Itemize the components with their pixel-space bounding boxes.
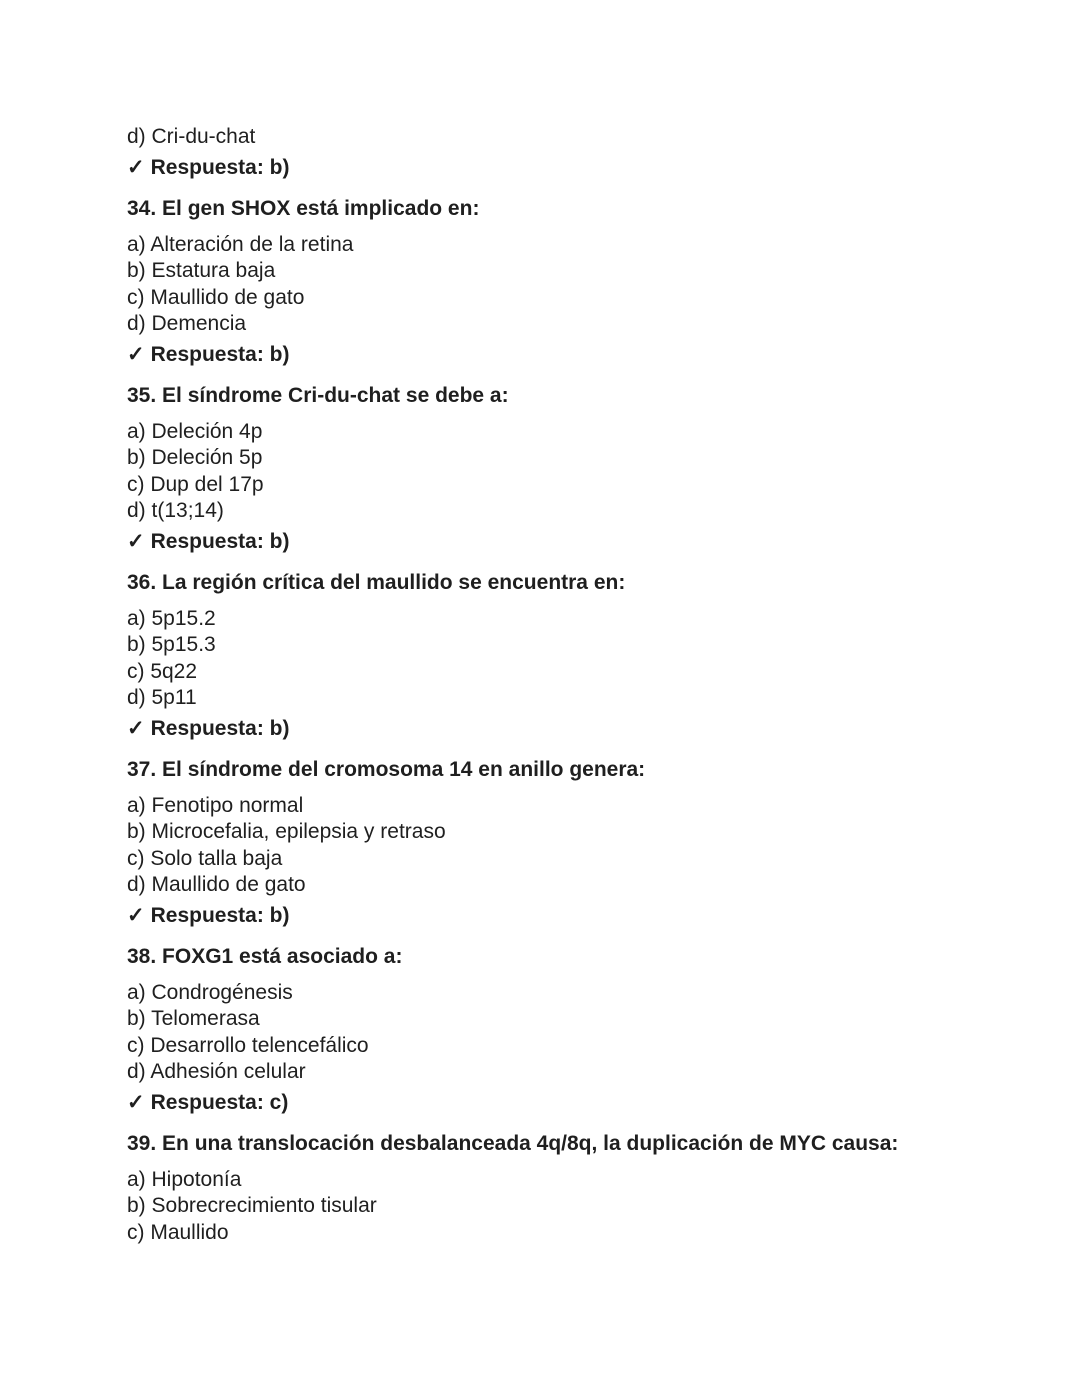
option-line: b) Deleción 5p (127, 446, 263, 469)
option-line: c) Dup del 17p (127, 472, 264, 496)
answer-text: Respuesta: b) (150, 529, 290, 553)
option-line: b) Sobrecrecimiento tisular (127, 1194, 377, 1217)
option-line: a) Condrogénesis (127, 980, 293, 1004)
question-heading: 37. El síndrome del cromosoma 14 en anillo genera: (127, 757, 646, 781)
option-line: c) Desarrollo telencefálico (127, 1033, 369, 1057)
option-line: a) Alteración de la retina (127, 232, 354, 256)
question-heading: 34. El gen SHOX está implicado en: (127, 196, 480, 220)
option-line: b) Estatura baja (127, 259, 276, 282)
answer-text: Respuesta: b) (150, 155, 290, 179)
option-line: c) Solo talla baja (127, 846, 283, 870)
question-heading: 39. En una translocación desbalanceada 4q/8q, la duplicación de MYC causa: (127, 1131, 899, 1155)
answer-text: Respuesta: b) (150, 716, 290, 740)
question-heading: 35. El síndrome Cri-du-chat se debe a: (127, 383, 509, 407)
option-line: d) t(13;14) (127, 499, 224, 522)
option-line: b) 5p15.3 (127, 633, 216, 656)
question-block (127, 569, 1027, 743)
option-line: d) Demencia (127, 312, 247, 335)
checkmark-icon: ✓ (127, 155, 145, 179)
answer-text: Respuesta: b) (150, 903, 290, 927)
option-line: b) Telomerasa (127, 1007, 260, 1030)
answer-text: Respuesta: c) (150, 1090, 289, 1114)
question-block (127, 382, 1027, 556)
question-block (127, 756, 1027, 930)
question-block (127, 943, 1027, 1117)
option-line: c) Maullido (127, 1220, 229, 1244)
answer-line (127, 341, 1027, 369)
question-list (127, 195, 1027, 1247)
option-line: c) Maullido de gato (127, 285, 305, 309)
option-line: c) 5q22 (127, 659, 198, 683)
option-line: a) Hipotonía (127, 1167, 242, 1191)
option-line: d) 5p11 (127, 686, 197, 709)
checkmark-icon: ✓ (127, 903, 145, 927)
document-page (127, 124, 1027, 1246)
checkmark-icon: ✓ (127, 1090, 145, 1114)
answer-line (127, 1089, 1027, 1117)
option-line: d) Adhesión celular (127, 1060, 306, 1083)
answer-line (127, 715, 1027, 743)
question-block (127, 195, 1027, 369)
question-heading: 38. FOXG1 está asociado a: (127, 944, 403, 968)
answer-text: Respuesta: b) (150, 342, 290, 366)
option-line: a) 5p15.2 (127, 606, 216, 630)
checkmark-icon: ✓ (127, 716, 145, 740)
option-line: b) Microcefalia, epilepsia y retraso (127, 820, 446, 843)
option-line: d) Cri-du-chat (127, 125, 256, 148)
option-line: a) Fenotipo normal (127, 793, 304, 817)
answer-line (127, 154, 1027, 182)
option-line: d) Maullido de gato (127, 873, 306, 896)
question-heading: 36. La región crítica del maullido se encuentra en: (127, 570, 626, 594)
checkmark-icon: ✓ (127, 529, 145, 553)
checkmark-icon: ✓ (127, 342, 145, 366)
question-block (127, 1130, 1027, 1247)
answer-line (127, 902, 1027, 930)
option-line: a) Deleción 4p (127, 419, 263, 443)
answer-line (127, 528, 1027, 556)
